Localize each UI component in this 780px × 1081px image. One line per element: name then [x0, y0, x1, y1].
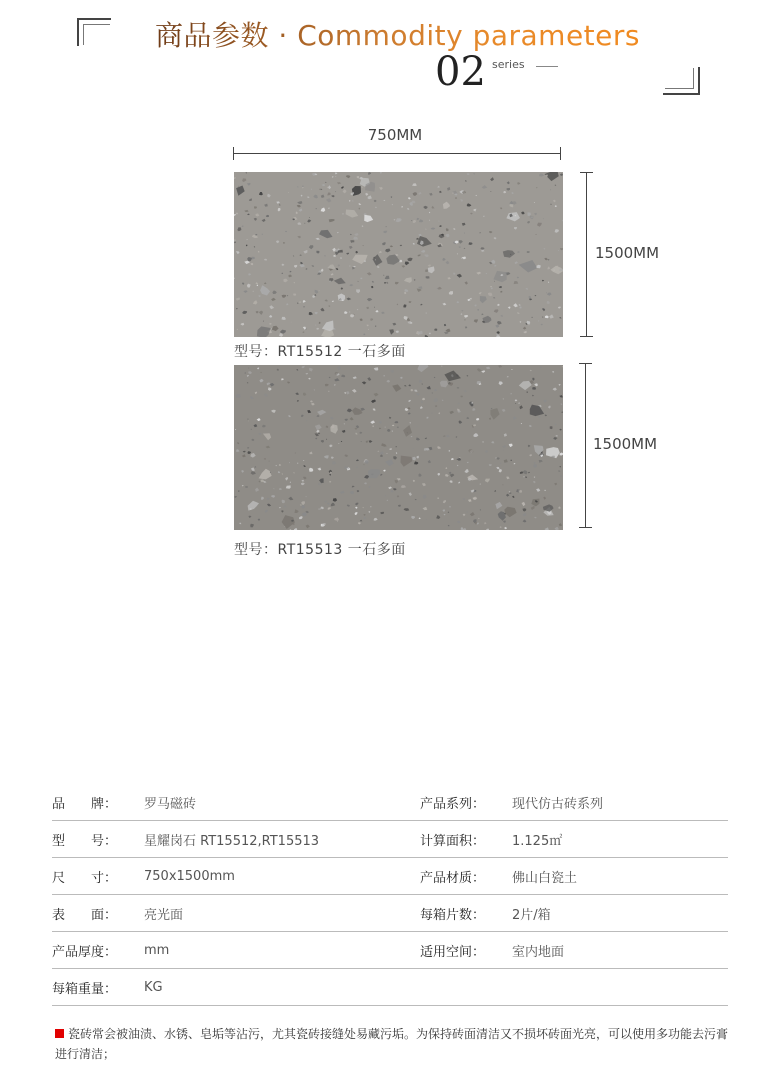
page-title: 商品参数 · Commodity parameters [155, 14, 640, 54]
series-number: 02 [435, 49, 486, 95]
spec-row [52, 895, 728, 932]
spec-key: 品 牌： [52, 784, 144, 821]
width-dimension-tick-right [560, 147, 561, 160]
height-dimension-tick-bottom-2 [579, 527, 592, 528]
stone-chip [538, 416, 540, 418]
corner-decoration-top-left [77, 18, 111, 46]
spec-key: 每箱片数： [420, 895, 512, 932]
height-dimension-tick-bottom-1 [580, 336, 593, 337]
spec-value [512, 969, 728, 1006]
spec-value: 罗马磁砖 [144, 784, 420, 821]
spec-key: 表 面： [52, 895, 144, 932]
spec-row [52, 932, 728, 969]
spec-row [52, 858, 728, 895]
spec-value: 佛山白瓷土 [512, 858, 728, 895]
spec-key: 每箱重量： [52, 969, 144, 1006]
spec-value: 2片/箱 [512, 895, 728, 932]
spec-value: 室内地面 [512, 932, 728, 969]
care-note-text: 瓷砖常会被油渍、水锈、皂垢等沾污，尤其瓷砖接缝处易藏污垢。为保持砖面清洁又不损坏砖面光亮，可以使用多功能去污膏进行清洁； [55, 1027, 729, 1061]
care-note [55, 1024, 731, 1064]
spec-value: 星耀岗石 RT15512,RT15513 [144, 821, 420, 858]
spec-value: 亮光面 [144, 895, 420, 932]
spec-table [52, 784, 728, 1006]
stone-chip [434, 329, 437, 331]
note-marker [55, 1029, 64, 1038]
spec-row [52, 969, 728, 1006]
spec-key: 型 号： [52, 821, 144, 858]
spec-key: 尺 寸： [52, 858, 144, 895]
series-divider [536, 66, 558, 67]
tile-caption-2: 型号：RT15513 一石多面 [234, 542, 406, 558]
spec-value: mm [144, 932, 420, 969]
spec-key [420, 969, 512, 1006]
stone-chip [426, 276, 430, 278]
spec-value: 现代仿古砖系列 [512, 784, 728, 821]
spec-row [52, 784, 728, 821]
stone-chip [398, 505, 401, 507]
width-dimension-line [233, 153, 561, 154]
height-dimension-label-2: 1500MM [593, 435, 658, 453]
stone-chip [449, 450, 451, 452]
height-dimension-tick-top-2 [579, 363, 592, 364]
tile-image-rt15512 [234, 172, 563, 337]
stone-chip [532, 387, 536, 390]
spec-row [52, 821, 728, 858]
spec-value: 1.125㎡ [512, 821, 728, 858]
width-dimension-label: 750MM [367, 126, 423, 144]
tile-image-rt15513 [234, 365, 563, 530]
height-dimension-line-1 [586, 172, 587, 336]
spec-key: 适用空间： [420, 932, 512, 969]
spec-key: 产品厚度： [52, 932, 144, 969]
height-dimension-line-2 [585, 363, 586, 527]
height-dimension-tick-top-1 [580, 172, 593, 173]
spec-value: 750x1500mm [144, 858, 420, 895]
height-dimension-label-1: 1500MM [595, 244, 660, 262]
series-word: series [492, 58, 525, 71]
spec-value: KG [144, 969, 420, 1006]
spec-key: 产品系列： [420, 784, 512, 821]
width-dimension-tick-left [233, 147, 234, 160]
spec-key: 计算面积： [420, 821, 512, 858]
tile-caption-1: 型号：RT15512 一石多面 [234, 344, 406, 360]
corner-decoration-bottom-right [663, 67, 700, 95]
spec-key: 产品材质： [420, 858, 512, 895]
